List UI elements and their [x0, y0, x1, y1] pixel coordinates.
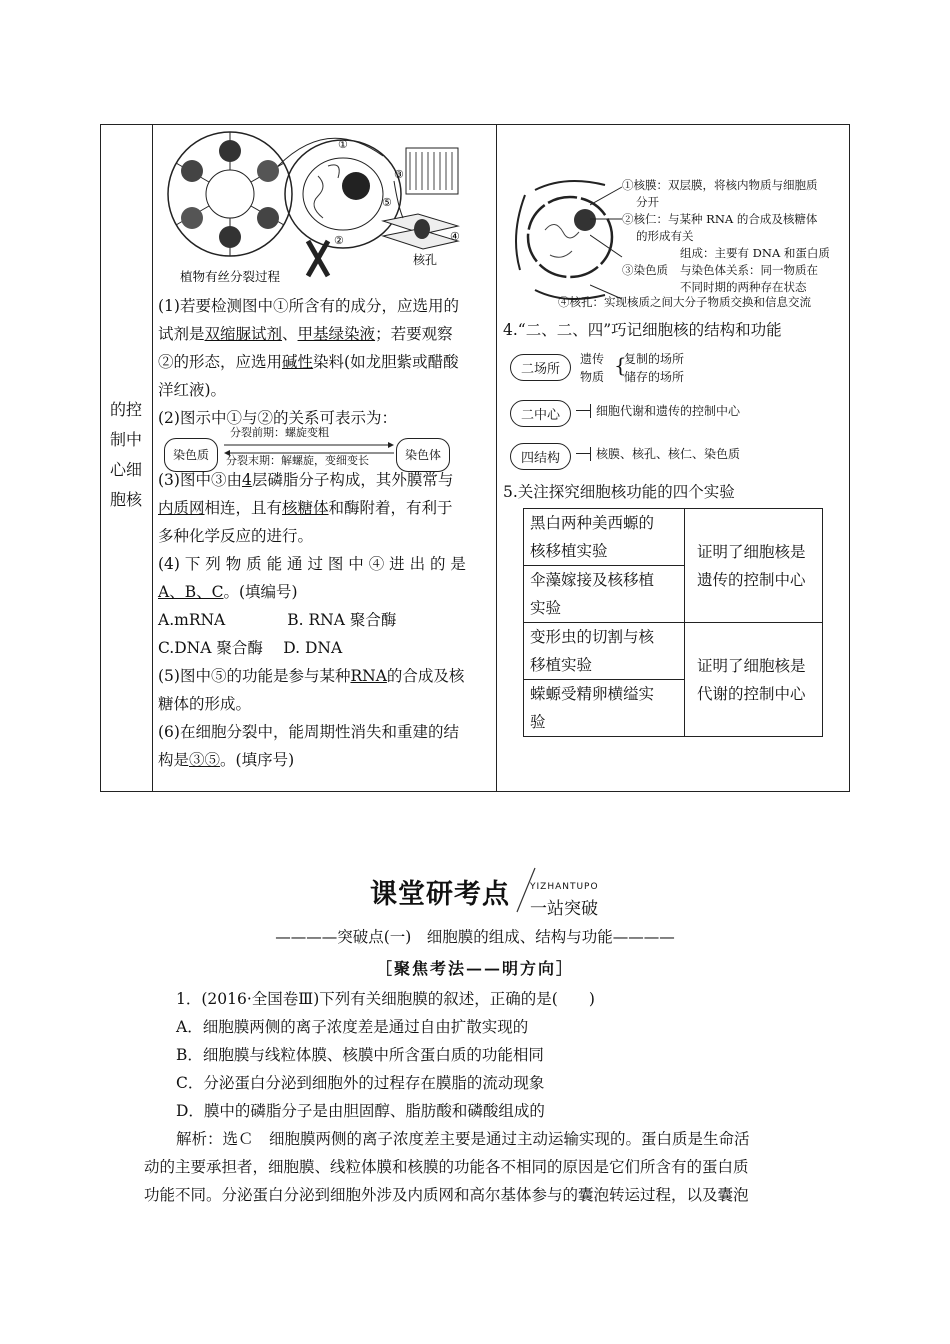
cell-line: 核移植实验: [530, 542, 608, 560]
heading-4: 4.“二、二、四”巧记细胞核的结构和功能: [503, 321, 782, 339]
table-cell: [685, 509, 823, 623]
mind-small: 遗传: [580, 352, 605, 366]
option-c: C．分泌蛋白分泌到细胞外的过程存在膜脂的流动现象: [176, 1074, 545, 1092]
q2-line: (2)图示中①与②的关系可表示为：: [158, 409, 397, 427]
table-divider-2: [496, 124, 497, 792]
cell-line: 验: [530, 713, 546, 731]
marker-2: ②: [334, 234, 344, 247]
cell-line: 证明了细胞核是: [697, 656, 806, 675]
nucleus-cell: [285, 140, 401, 248]
banner-pinyin: YIZHANTUPO: [530, 882, 599, 892]
cell-line: 代谢的控制中心: [697, 684, 806, 703]
text: 。(填序号): [220, 751, 295, 769]
mitosis-wheel: [168, 132, 292, 256]
cell-line: 蝾螈受精卵横缢实: [530, 685, 655, 703]
connector: [576, 410, 590, 411]
text: (3)图中③由: [158, 471, 242, 489]
option-a: A．细胞膜两侧的离子浓度差是通过自由扩散实现的: [176, 1018, 529, 1036]
table-cell: [685, 623, 823, 737]
banner-main: 课堂研考点: [370, 879, 510, 910]
relation-diagram: [158, 426, 488, 467]
answer: 核糖体: [282, 499, 329, 517]
row-header-line: 的控: [109, 400, 142, 419]
row-header: [104, 395, 148, 515]
q4-option: A.mRNA B. RNA 聚合酶: [158, 611, 397, 629]
table-divider-1: [152, 124, 153, 792]
label-line: ①核膜：双层膜，将核内物质与细胞质: [622, 178, 818, 192]
q3-line: 多种化学反应的进行。: [158, 527, 314, 545]
option-b: B．细胞膜与线粒体膜、核膜中所含蛋白质的功能相同: [176, 1046, 544, 1064]
mind-leaf: 核膜、核孔、核仁、染色质: [596, 447, 741, 461]
answer: ③⑤: [189, 751, 221, 769]
table-cell: [524, 623, 685, 680]
marker-5: ⑤: [382, 196, 392, 209]
label-line: 组成：主要有 DNA 和蛋白质: [680, 246, 830, 260]
answer: 甲基绿染液: [297, 325, 376, 343]
q1-line: (1)若要检测图中①所含有的成分，应选用的: [158, 297, 459, 315]
analysis-line: 解析：选Ｃ 细胞膜两侧的离子浓度差主要是通过主动运输实现的。蛋白质是生命活: [176, 1130, 750, 1148]
connector: [590, 404, 591, 418]
membrane-detail: [383, 148, 458, 249]
answer: RNA: [350, 667, 387, 685]
marker-3: ③: [394, 168, 404, 181]
focus-title: ［聚焦考法——明方向］: [375, 959, 574, 978]
answer: 4: [241, 471, 252, 489]
analysis-line: 动的主要承担者，细胞膜、线粒体膜和核膜的功能各不相同的原因是它们所含有的蛋白质: [144, 1158, 749, 1176]
cell-line: 证明了细胞核是: [697, 542, 806, 561]
heading-5: 5.关注探究细胞核功能的四个实验: [503, 483, 735, 501]
text: ；若要观察: [375, 325, 453, 343]
chromosome-icon: [308, 241, 328, 276]
mind-node-3: 四结构: [510, 443, 571, 470]
label-line: ④核孔：实现核质之间大分子物质交换和信息交流: [558, 295, 811, 309]
text: 试剂是: [158, 325, 205, 343]
text: 的合成及核: [386, 667, 465, 685]
cell-line: 变形虫的切割与核: [530, 628, 655, 646]
q1-line: 洋红液)。: [158, 381, 227, 399]
connector: [590, 447, 591, 461]
q4-option: C.DNA 聚合酶 D. DNA: [158, 639, 343, 657]
relation-left: 染色质: [164, 438, 218, 472]
label-line: 的形成有关: [636, 229, 694, 243]
text: 。(填编号): [223, 583, 298, 601]
cell-line: 移植实验: [530, 656, 593, 674]
answer: 碱性: [282, 353, 314, 371]
mind-node-2: 二中心: [510, 400, 571, 427]
table-cell: [524, 680, 685, 737]
brace-icon: {: [614, 353, 627, 377]
mitosis-nucleus-diagram: [158, 126, 478, 286]
mind-map: [510, 350, 840, 470]
label-leader-lines: [590, 185, 624, 305]
row-header-line: 制中: [109, 430, 142, 449]
text: 层磷脂分子构成，其外膜常与: [251, 471, 454, 489]
text: 和酶附着，有利于: [328, 499, 453, 517]
text: 构是: [158, 751, 190, 769]
diagram-caption: 植物有丝分裂过程: [180, 269, 281, 284]
q4-line: (4) 下 列 物 质 能 通 过 图 中 ④ 进 出 的 是: [158, 555, 466, 573]
middle-questions: [158, 292, 488, 774]
mind-leaf: 细胞代谢和遗传的控制中心: [596, 404, 741, 418]
mind-leaf: 储存的场所: [624, 370, 685, 384]
cell-line: 伞藻嫁接及核移植: [530, 571, 655, 589]
row-header-line: 心细: [109, 460, 142, 479]
nuclear-pore-label: 核孔: [413, 253, 438, 267]
connector: [576, 453, 590, 454]
text: 相连，且有: [204, 499, 283, 517]
q1-line: [158, 320, 488, 348]
table-row: [524, 623, 823, 680]
cell-line: 实验: [530, 599, 562, 617]
table-cell: [524, 509, 685, 566]
q5-line: 糖体的形成。: [158, 695, 252, 713]
relation-top: 分裂前期：螺旋变粗: [230, 426, 329, 439]
q4-line: [158, 578, 488, 606]
mind-leaf: 复制的场所: [624, 352, 685, 366]
label-line: 与染色体关系：同一物质在: [680, 263, 818, 277]
text: 、: [282, 325, 298, 343]
q6-line: (6)在细胞分裂中，能周期性消失和重建的结: [158, 723, 459, 741]
mind-small: 物质: [580, 370, 605, 384]
marker-1: ①: [338, 138, 348, 151]
text: (5)图中⑤的功能是参与某种: [158, 667, 351, 685]
section-title: ————突破点(一) 细胞膜的组成、结构与功能————: [275, 928, 675, 946]
q6-line: [158, 746, 488, 774]
label-line: 不同时期的两种存在状态: [680, 280, 807, 294]
text: ②的形态，应选用: [158, 353, 283, 371]
relation-bottom: 分裂末期：解螺旋，变细变长: [226, 454, 369, 467]
answer: 内质网: [158, 499, 205, 517]
relation-right: 染色体: [396, 438, 450, 472]
nucleus-labels: [622, 177, 847, 296]
option-d: D．膜中的磷脂分子是由胆固醇、脂肪酸和磷酸组成的: [176, 1102, 545, 1120]
question-stem: 1．(2016·全国卷Ⅲ)下列有关细胞膜的叙述，正确的是( ): [176, 990, 595, 1008]
table-row: [524, 509, 823, 566]
row-header-line: 胞核: [109, 490, 142, 509]
experiment-table: [523, 508, 823, 737]
label-line: ②核仁：与某种 RNA 的合成及核糖体: [622, 212, 818, 226]
q5-line: [158, 662, 488, 690]
cell-line: 遗传的控制中心: [697, 570, 806, 589]
cell-line: 黑白两种美西螈的: [530, 514, 655, 532]
mind-node-1: 二场所: [510, 354, 571, 381]
banner-sub: 一站突破: [530, 899, 598, 919]
label-line: ③染色质: [622, 263, 668, 277]
answer: A、B、C: [158, 583, 224, 601]
answer: 双缩脲试剂: [204, 325, 283, 343]
q1-line: [158, 348, 488, 376]
q3-line: [158, 494, 488, 522]
analysis-line: 功能不同。分泌蛋白分泌到细胞外涉及内质网和高尔基体参与的囊泡转运过程，以及囊泡: [144, 1186, 749, 1204]
label-line: 分开: [636, 195, 659, 209]
table-cell: [524, 566, 685, 623]
marker-4: ④: [450, 230, 460, 243]
text: 染料(如龙胆紫或醋酸: [313, 353, 459, 371]
